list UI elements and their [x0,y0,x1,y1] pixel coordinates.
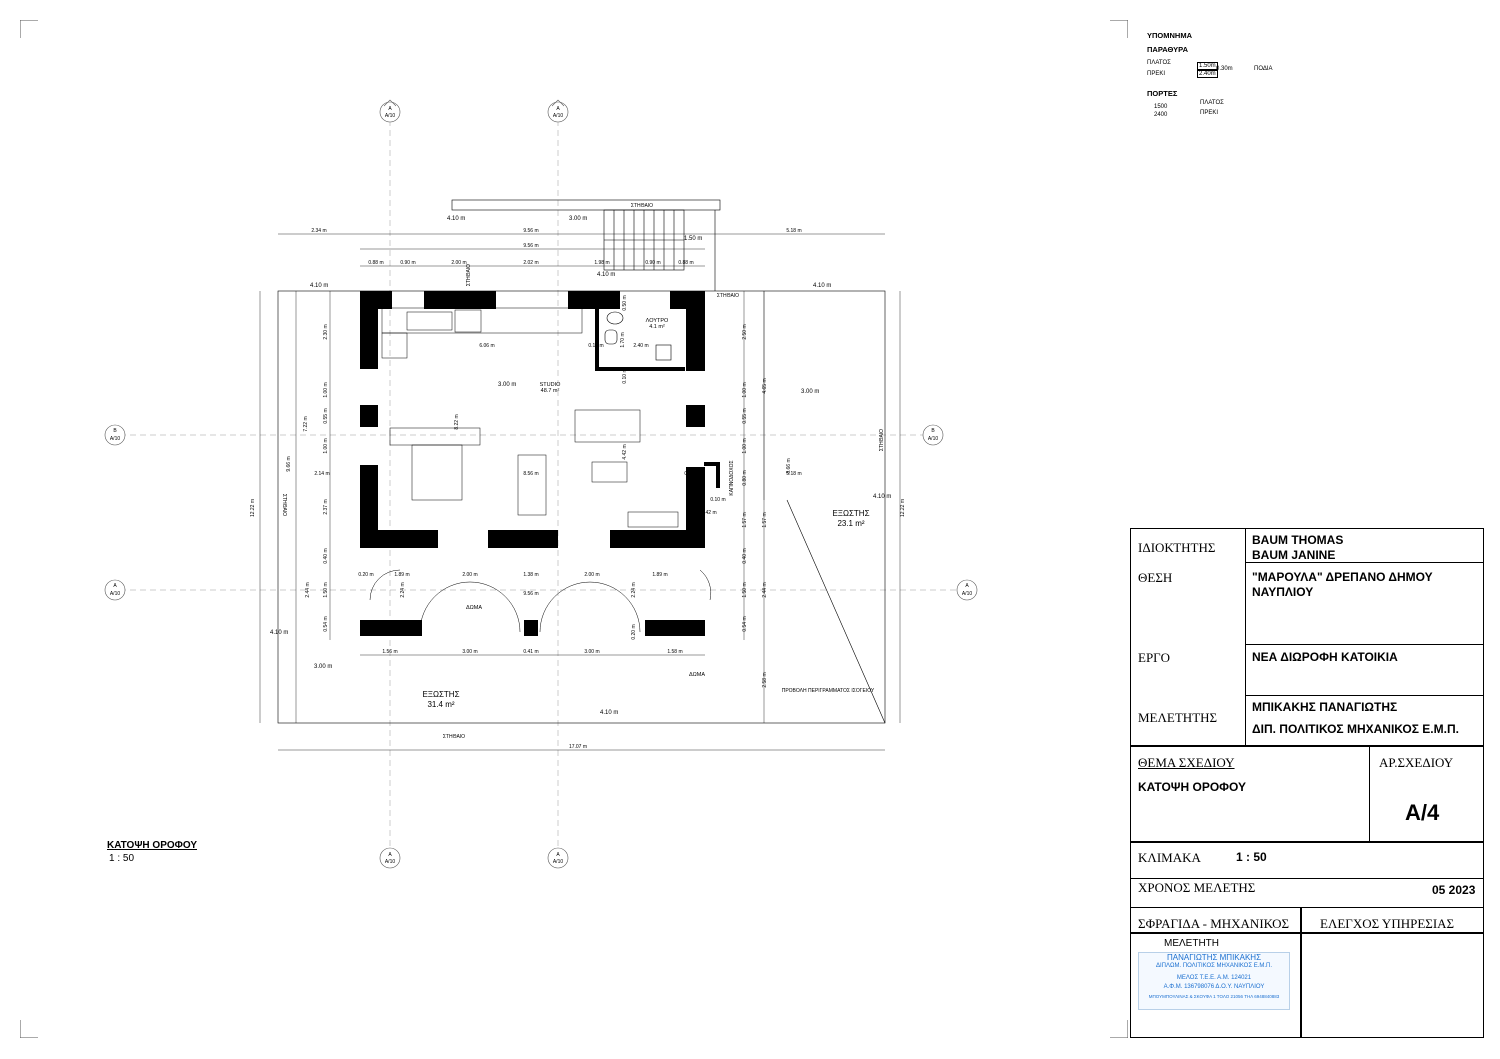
svg-text:2.34 m: 2.34 m [311,228,327,234]
svg-text:1.57 m: 1.57 m [762,512,768,528]
legend-door-lintel-label: ΠΡΕΚΙ [1200,110,1219,116]
plan-title: ΚΑΤΟΨΗ ΟΡΟΦΟΥ [107,840,198,851]
project-label: ΕΡΓΟ [1138,650,1171,665]
svg-text:A/10: A/10 [109,591,121,597]
ext-left-name: ΕΞΩΣΤΗΣ [422,690,460,699]
legend-win-lintel: 2.40m [1199,71,1216,77]
project-value: ΝΕΑ ΔΙΩΡΟΦΗ ΚΑΤΟΙΚΙΑ [1252,650,1398,664]
svg-text:A: A [388,106,392,112]
svg-text:0.55 m: 0.55 m [323,408,329,424]
check-label: ΕΛΕΓΧΟΣ ΥΠΗΡΕΣΙΑΣ [1320,916,1455,931]
legend-windows-heading: ΠΑΡΑΘΥΡΑ [1147,45,1188,54]
svg-text:A: A [113,583,117,589]
crop-mark-bottom-left [20,1020,38,1038]
designer-1: ΜΠΙΚΑΚΗΣ ΠΑΝΑΓΙΩΤΗΣ [1252,700,1398,714]
svg-text:2.58 m: 2.58 m [762,672,768,688]
svg-text:8.22 m: 8.22 m [454,414,460,430]
svg-text:1.00 m: 1.00 m [742,438,748,454]
svg-text:0.41 m: 0.41 m [523,649,539,655]
title-block [1130,528,1484,1038]
parapet-right-top: ΣΤΗΘΑΙΟ [716,293,740,299]
svg-text:2.44 m: 2.44 m [762,582,768,598]
svg-text:2.00 m: 2.00 m [451,260,467,266]
svg-text:12.22 m: 12.22 m [900,498,906,518]
stamp-member: ΜΕΛΟΣ Τ.Ε.Ε. Α.Μ. 124021 [1176,975,1252,981]
svg-text:0.54 m: 0.54 m [742,616,748,632]
svg-text:0.90 m: 0.90 m [645,260,661,266]
svg-text:2.02 m: 2.02 m [523,260,539,266]
projection-label: ΠΡΟΒΟΛΗ ΠΕΡΙΓΡΑΜΜΑΤΟΣ ΙΣΟΓΕΙΟΥ [781,688,875,694]
svg-text:0.54 m: 0.54 m [323,616,329,632]
svg-text:8.56 m: 8.56 m [523,471,539,477]
date-label: ΧΡΟΝΟΣ ΜΕΛΕΤΗΣ [1138,880,1256,895]
svg-text:B: B [931,428,935,434]
dimension-lines [260,234,900,750]
svg-text:7.22 m: 7.22 m [303,416,309,432]
svg-text:0.40 m: 0.40 m [742,548,748,564]
svg-text:0.42 m: 0.42 m [701,510,717,516]
stamp-tax: Α.Φ.Μ. 136798076 Δ.Ο.Υ. ΝΑΥΠΛΙΟΥ [1163,984,1265,990]
engineer-stamp [1138,952,1290,1010]
sheet-number: A/4 [1405,800,1440,825]
crop-mark-bottom-right [1110,1020,1128,1038]
svg-text:A: A [388,852,392,858]
level-right-corner: 4.10 m [813,283,832,289]
svg-text:0.10 m: 0.10 m [710,497,726,503]
studio-name: STUDIO [539,382,561,388]
stamp-address: ΜΠΟΥΜΠΟΥΛΙΝΑΣ & ΣΚΟΥΦΑ 1 ΤΟΛΟ 21056 ΤΗΛ 6948840883 [1148,994,1280,999]
doma-label-2: ΔΩΜΑ [688,672,706,678]
legend-lintel-label: ΠΡΕΚΙ [1147,71,1166,77]
owner-2: BAUM JANINE [1252,548,1336,562]
svg-text:5.18 m: 5.18 m [786,471,802,477]
svg-text:1.50 m: 1.50 m [323,582,329,598]
level-right-edge: 4.10 m [873,494,892,500]
svg-text:0.20 m: 0.20 m [358,572,374,578]
parapet-bottom: ΣΤΗΘΑΙΟ [442,734,466,740]
legend-doors-heading: ΠΟΡΤΕΣ [1147,89,1178,98]
svg-text:1.50 m: 1.50 m [742,582,748,598]
svg-text:A/10: A/10 [109,436,121,442]
svg-text:1.98 m: 1.98 m [594,260,610,266]
legend [1144,28,1344,128]
stamp-title: ΔΙΠΛΩΜ. ΠΟΛΙΤΙΚΟΣ ΜΗΧΑΝΙΚΟΣ Ε.Μ.Π. [1155,963,1273,969]
furniture [382,308,678,527]
section-marker-b-right [923,425,943,445]
svg-text:0.90 m: 0.90 m [400,260,416,266]
subject-value: ΚΑΤΟΨΗ ΟΡΟΦΟΥ [1138,780,1247,794]
svg-text:A/10: A/10 [552,859,564,865]
stair [452,200,720,291]
location-label: ΘΕΣΗ [1138,570,1173,585]
svg-text:3.00 m: 3.00 m [584,649,600,655]
svg-text:2.24 m: 2.24 m [631,582,637,598]
level-top-left: 4.10 m [447,216,466,222]
ext-left-area: 31.4 m² [427,700,455,709]
legend-door-width: 1500 [1154,104,1168,110]
svg-text:A: A [556,106,560,112]
scale-label: ΚΛΙΜΑΚΑ [1138,850,1201,865]
stamp-label: ΣΦΡΑΓΙΔΑ - ΜΗΧΑΝΙΚΟΣ [1138,916,1290,931]
svg-text:1.89 m: 1.89 m [652,572,668,578]
svg-text:2.30 m: 2.30 m [323,324,329,340]
svg-text:4.65 m: 4.65 m [762,378,768,394]
parapet-left: ΣΤΗΘΑΙΟ [281,493,287,517]
stamp-heading: ΜΕΛΕΤΗΤΗ [1164,938,1220,949]
svg-text:2.40 m: 2.40 m [633,343,649,349]
svg-text:A: A [965,583,969,589]
section-marker-a-top-right [548,100,568,122]
owner-label: ΙΔΙΟΚΤΗΤΗΣ [1138,540,1216,555]
level-top-stair: 1.50 m [684,236,703,242]
level-top-mid: 3.00 m [569,216,588,222]
legend-width-label: ΠΛΑΤΟΣ [1147,60,1171,66]
parapet-right: ΣΤΗΘΑΙΟ [879,428,885,452]
section-marker-a-bottom-right [548,848,568,868]
walls [360,291,720,636]
svg-text:9.56 m: 9.56 m [523,243,539,249]
svg-text:2.14 m: 2.14 m [314,471,330,477]
svg-text:1.00 m: 1.00 m [323,438,329,454]
svg-text:0.50 m: 0.50 m [622,295,628,311]
legend-win-width: 1.50m [1199,63,1216,69]
ext-right-area: 23.1 m² [837,519,865,528]
svg-text:2.44 m: 2.44 m [305,582,311,598]
level-left-corner: 4.10 m [310,283,329,289]
svg-text:2.24 m: 2.24 m [400,582,406,598]
svg-text:0.40 m: 0.40 m [323,548,329,564]
legend-sill-label: ΠΟΔΙΑ [1254,66,1273,72]
svg-text:A/10: A/10 [552,113,564,119]
legend-title: ΥΠΟΜΝΗΜΑ [1147,31,1192,40]
svg-text:0.55 m: 0.55 m [742,408,748,424]
svg-text:0.88 m: 0.88 m [368,260,384,266]
svg-text:0.80 m: 0.80 m [742,470,748,486]
bath-area: 4.1 m² [649,324,665,330]
legend-win-sill: 0.30m [1216,66,1233,72]
svg-text:0.10 m: 0.10 m [622,368,628,384]
bath-name: ΛΟΥΤΡΟ [645,318,669,324]
svg-text:2.00 m: 2.00 m [462,572,478,578]
level-ext-right: 3.00 m [801,389,820,395]
svg-text:5.18 m: 5.18 m [786,228,802,234]
section-marker-a-bottom-left [380,848,400,868]
svg-text:1.00 m: 1.00 m [323,382,329,398]
level-ext-left: 3.00 m [314,664,333,670]
location-2: ΝΑΥΠΛΙΟΥ [1252,585,1314,599]
svg-text:A/10: A/10 [961,591,973,597]
ext-right-name: ΕΞΩΣΤΗΣ [832,509,870,518]
svg-text:0.50 m: 0.50 m [361,471,377,477]
level-studio: 3.00 m [498,382,517,388]
studio-area: 48.7 m² [540,388,560,394]
svg-text:B: B [113,428,117,434]
svg-text:4.42 m: 4.42 m [622,444,628,460]
level-bottom: 4.10 m [600,710,619,716]
owner-1: BAUM THOMAS [1252,533,1344,547]
parapet-top-left: ΣΤΗΘΑΙΟ [466,263,472,287]
svg-text:0.20 m: 0.20 m [631,624,637,640]
sheet-label: ΑΡ.ΣΧΕΔΙΟΥ [1379,755,1454,770]
svg-text:2.00 m: 2.00 m [584,572,600,578]
svg-text:1.58 m: 1.58 m [667,649,683,655]
svg-text:A/10: A/10 [384,113,396,119]
level-left-low: 4.10 m [270,630,289,636]
svg-text:3.00 m: 3.00 m [462,649,478,655]
stamp-name: ΠΑΝΑΓΙΩΤΗΣ ΜΠΙΚΑΚΗΣ [1166,953,1262,962]
grid-axes [120,120,960,850]
svg-text:0.50 m: 0.50 m [684,471,700,477]
chimney-label: ΚΑΠΝΟΔΟΧΟΣ [729,460,735,496]
svg-text:12.22 m: 12.22 m [250,498,256,518]
svg-text:1.38 m: 1.38 m [523,572,539,578]
svg-text:9.56 m: 9.56 m [523,228,539,234]
svg-text:1.70 m: 1.70 m [620,332,626,348]
location-1: "ΜΑΡΟΥΛΑ" ΔΡΕΠΑΝΟ ΔΗΜΟΥ [1252,570,1433,584]
svg-text:A/10: A/10 [927,436,939,442]
legend-door-width-label: ΠΛΑΤΟΣ [1200,100,1224,106]
designer-label: ΜΕΛΕΤΗΤΗΣ [1138,710,1218,725]
level-stair-landing: 4.10 m [597,272,616,278]
svg-text:A/10: A/10 [384,859,396,865]
svg-text:1.00 m: 1.00 m [742,382,748,398]
parapet-top: ΣΤΗΘΑΙΟ [630,203,654,209]
date-value: 05 2023 [1432,883,1476,897]
section-marker-a-top-left [380,100,400,122]
designer-2: ΔΙΠ. ΠΟΛΙΤΙΚΟΣ ΜΗΧΑΝΙΚΟΣ Ε.Μ.Π. [1252,722,1459,736]
svg-text:9.56 m: 9.56 m [523,591,539,597]
svg-text:A: A [556,852,560,858]
svg-text:1.89 m: 1.89 m [394,572,410,578]
svg-text:2.37 m: 2.37 m [323,499,329,515]
plan-scale: 1 : 50 [109,853,135,864]
svg-text:2.50 m: 2.50 m [742,324,748,340]
svg-text:1.57 m: 1.57 m [742,512,748,528]
svg-text:1.56 m: 1.56 m [382,649,398,655]
section-marker-a-right [957,580,977,600]
section-marker-b-left [105,425,125,445]
doma-label-1: ΔΩΜΑ [465,605,483,611]
svg-text:9.66 m: 9.66 m [286,456,292,472]
subject-label: ΘΕΜΑ ΣΧΕΔΙΟΥ [1138,755,1235,770]
svg-text:6.06 m: 6.06 m [479,343,495,349]
svg-text:17.07 m: 17.07 m [568,744,588,750]
svg-text:8.66 m: 8.66 m [786,458,792,474]
svg-text:0.88 m: 0.88 m [678,260,694,266]
legend-door-lintel: 2400 [1154,112,1168,118]
svg-text:0.10 m: 0.10 m [588,343,604,349]
section-marker-a-left [105,580,125,600]
section-markers [105,100,977,868]
scale-value: 1 : 50 [1236,850,1267,864]
